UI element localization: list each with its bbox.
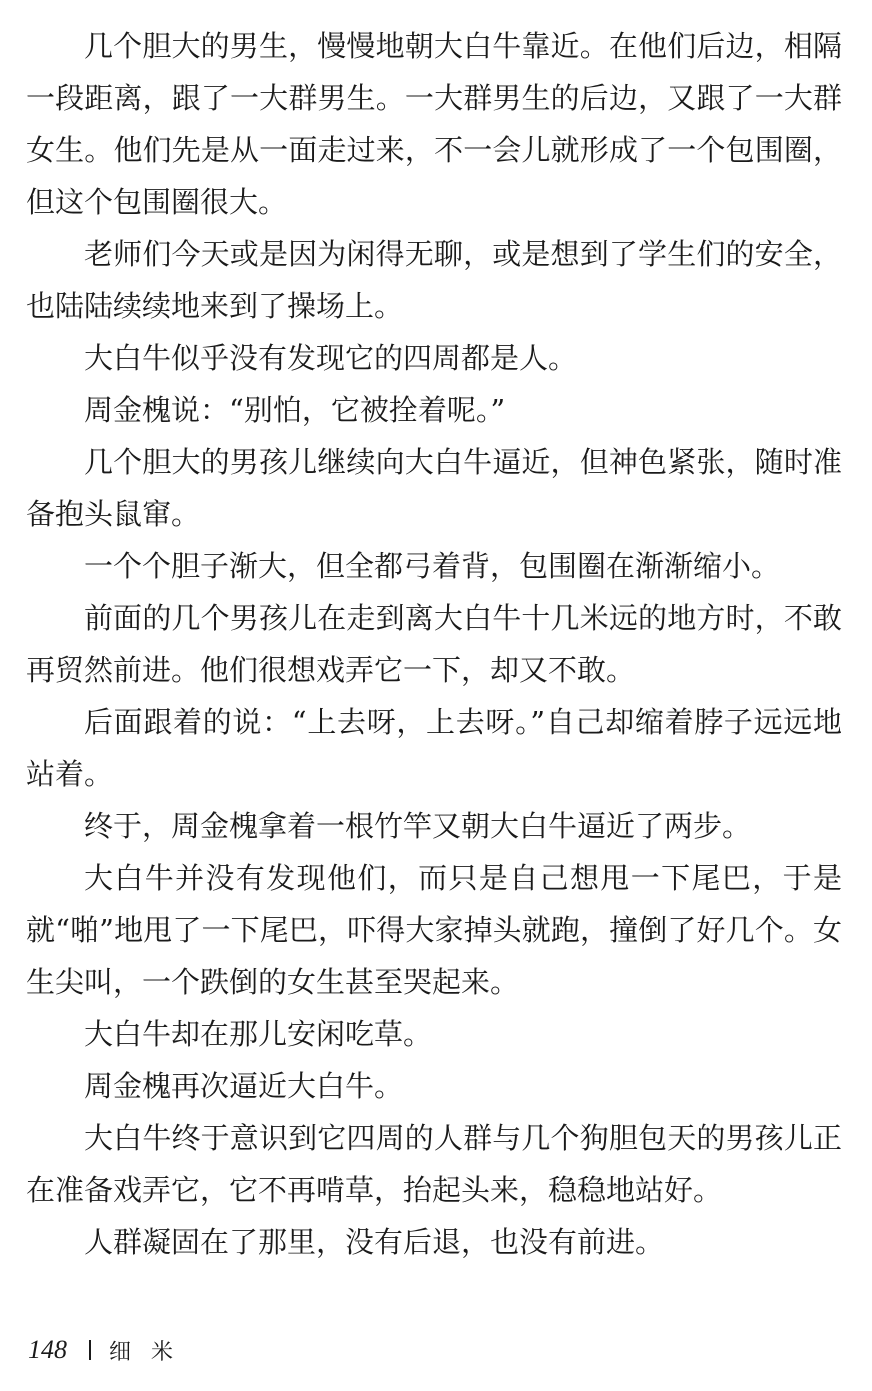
paragraph: 后面跟着的说：“上去呀，上去呀。”自己却缩着脖子远远地站着。 bbox=[26, 705, 842, 791]
paragraph: 一个个胆子渐大，但全都弓着背，包围圈在渐渐缩小。 bbox=[84, 549, 781, 583]
paragraph: 大白牛却在那儿安闲吃草。 bbox=[84, 1017, 433, 1051]
paragraph: 周金槐说：“别怕，它被拴着呢。” bbox=[84, 393, 506, 427]
paragraph: 几个胆大的男生，慢慢地朝大白牛靠近。在他们后边，相隔一段距离，跟了一大群男生。一大群男生的后边，又跟了一大群女生。他们先是从一面走过来，不一会儿就形成了一个包围圈，但这个包围圈很大。 bbox=[26, 29, 842, 219]
paragraph: 前面的几个男孩儿在走到离大白牛十几米远的地方时，不敢再贸然前进。他们很想戏弄它一下，却又不敢。 bbox=[26, 601, 842, 687]
paragraph: 大白牛并没有发现他们，而只是自己想甩一下尾巴，于是就“啪”地甩了一下尾巴，吓得大家掉头就跑，撞倒了好几个。女生尖叫，一个跌倒的女生甚至哭起来。 bbox=[26, 861, 842, 999]
paragraph: 几个胆大的男孩儿继续向大白牛逼近，但神色紧张，随时准备抱头鼠窜。 bbox=[26, 445, 842, 531]
footer-divider bbox=[89, 1340, 91, 1360]
paragraph: 老师们今天或是因为闲得无聊，或是想到了学生们的安全，也陆陆续续地来到了操场上。 bbox=[26, 237, 842, 323]
paragraph: 大白牛终于意识到它四周的人群与几个狗胆包天的男孩儿正在准备戏弄它，它不再啃草，抬起头来，稳稳地站好。 bbox=[26, 1121, 842, 1207]
paragraph: 人群凝固在了那里，没有后退，也没有前进。 bbox=[84, 1225, 665, 1259]
book-title: 细米 bbox=[109, 1339, 194, 1365]
page-footer bbox=[28, 1330, 193, 1370]
paragraph: 终于，周金槐拿着一根竹竿又朝大白牛逼近了两步。 bbox=[84, 809, 752, 843]
body-text bbox=[26, 20, 842, 1268]
paragraph: 周金槐再次逼近大白牛。 bbox=[84, 1069, 404, 1103]
paragraph: 大白牛似乎没有发现它的四周都是人。 bbox=[84, 341, 578, 375]
page-number: 148 bbox=[28, 1335, 67, 1364]
